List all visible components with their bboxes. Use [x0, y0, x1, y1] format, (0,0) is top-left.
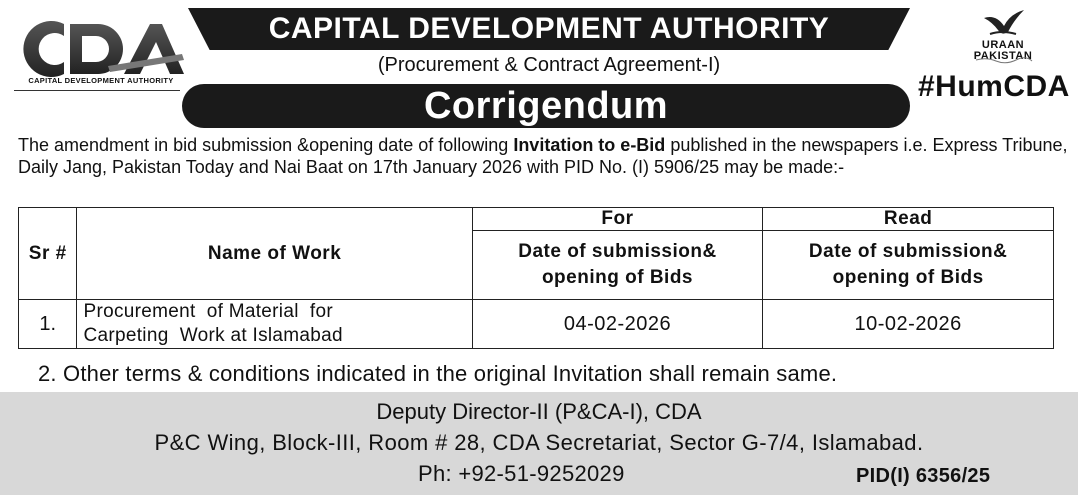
- header-read: Read: [763, 208, 1054, 231]
- row-for-date: 04-02-2026: [472, 300, 763, 349]
- intro-text-1: The amendment in bid submission &opening date of following: [18, 135, 514, 155]
- header-read-date: [763, 231, 1054, 300]
- intro-text-2: published in the newspapers i.e. Express Tribune, Daily Jang, Pakistan Today and Nai Baat on 17th January 2026 with PID No. (I) 5906/25 may be made:-: [18, 135, 1068, 177]
- bid-table: [18, 207, 1054, 349]
- header-read-date-line1: Date of submission&: [808, 241, 1008, 262]
- row-sr: 1.: [19, 300, 77, 349]
- logo-underline: [14, 90, 180, 91]
- header-read-date-line2: opening of Bids: [832, 267, 984, 288]
- logo-caption: CAPITAL DEVELOPMENT AUTHORITY: [28, 76, 174, 85]
- bird-icon: [982, 8, 1026, 38]
- table-row: [19, 300, 1054, 349]
- notice-title: Corrigendum: [423, 85, 669, 127]
- hashtag: #HumCDA: [918, 70, 1070, 103]
- footer-officer: Deputy Director-II (P&CA-I), CDA: [376, 399, 702, 424]
- uraan-label-line2: PAKISTAN: [973, 50, 1033, 62]
- org-title: CAPITAL DEVELOPMENT AUTHORITY: [268, 12, 830, 45]
- department-subtitle: (Procurement & Contract Agreement-I): [377, 54, 721, 76]
- pid-number: PID(I) 6356/25: [856, 465, 991, 487]
- intro-bold: Invitation to e-Bid: [513, 135, 666, 155]
- header-for-date-line2: opening of Bids: [541, 267, 693, 288]
- intro-paragraph: [18, 134, 1070, 178]
- footer-address: P&C Wing, Block-III, Room # 28, CDA Secretariat, Sector G-7/4, Islamabad.: [154, 430, 924, 455]
- header-for-date-line1: Date of submission&: [518, 241, 717, 262]
- header-for: For: [472, 208, 763, 231]
- terms-note: 2. Other terms & conditions indicated in the original Invitation shall remain same.: [38, 361, 838, 386]
- header-for-date: [472, 231, 763, 300]
- row-name-line1: Procurement of Material for: [83, 301, 333, 322]
- row-name-line2: Carpeting Work at Islamabad: [83, 325, 343, 346]
- row-read-date: 10-02-2026: [763, 300, 1054, 349]
- row-name-of-work: [77, 300, 472, 349]
- uraan-label-line1: URAAN: [981, 39, 1025, 51]
- footer-phone: Ph: +92-51-9252029: [418, 461, 625, 486]
- urdu-script-icon: [946, 56, 1060, 64]
- header-sr: Sr #: [19, 208, 77, 300]
- header-name-of-work: Name of Work: [77, 208, 472, 300]
